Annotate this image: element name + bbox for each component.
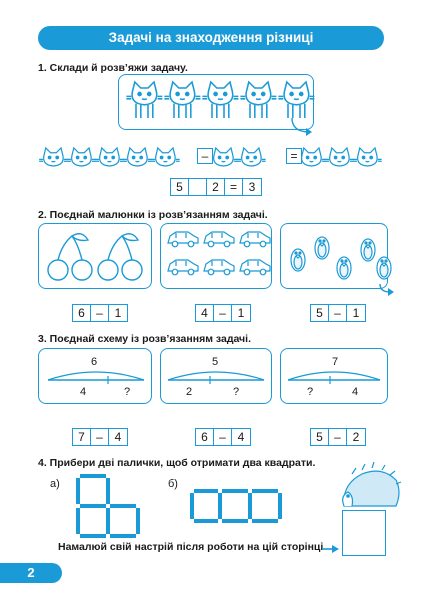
task3-option-3[interactable] bbox=[310, 428, 366, 446]
answer-cell: 5 bbox=[171, 179, 189, 195]
cherry-icon bbox=[46, 230, 146, 284]
operator: – bbox=[91, 305, 109, 321]
scheme-left: ? bbox=[307, 386, 314, 398]
sticks-figure-a[interactable] bbox=[70, 472, 150, 542]
scheme-right: ? bbox=[124, 386, 131, 398]
operand: 5 bbox=[311, 429, 329, 445]
scheme-total: 6 bbox=[91, 356, 98, 368]
answer-cell: 3 bbox=[248, 180, 256, 194]
task3-option-1[interactable] bbox=[72, 428, 128, 446]
operator: – bbox=[91, 429, 109, 445]
answer-cell: 2 bbox=[207, 179, 225, 195]
operand: 4 bbox=[196, 305, 214, 321]
arrow-icon bbox=[322, 544, 340, 554]
operator: – bbox=[329, 305, 347, 321]
task2-option-2[interactable] bbox=[195, 304, 251, 322]
operand: 1 bbox=[114, 306, 122, 320]
operand: 5 bbox=[311, 305, 329, 321]
scheme-right: 4 bbox=[352, 386, 359, 398]
answer-cell: = bbox=[225, 179, 243, 195]
mood-drawing-box[interactable] bbox=[342, 510, 386, 556]
operand: 6 bbox=[73, 305, 91, 321]
hedgehog-icon bbox=[338, 466, 402, 512]
sticks-figure-b[interactable] bbox=[186, 487, 286, 527]
task4-heading: 4. Прибери дві палички, щоб отримати два квадрати. bbox=[38, 457, 316, 469]
task3-heading: 3. Поєднай схему із розв’язанням задачі. bbox=[38, 333, 251, 345]
task1-answer[interactable] bbox=[170, 178, 262, 196]
label-a: а) bbox=[50, 478, 60, 490]
minus-sign: – bbox=[197, 148, 213, 164]
scheme-line bbox=[286, 366, 382, 386]
operand: 4 bbox=[114, 430, 122, 444]
scheme-line bbox=[166, 366, 266, 386]
arrow-icon bbox=[378, 284, 398, 300]
operator: – bbox=[214, 305, 232, 321]
equals-sign: = bbox=[286, 148, 302, 164]
scheme-left: 2 bbox=[186, 386, 193, 398]
scheme-total: 7 bbox=[332, 356, 339, 368]
scheme-line bbox=[46, 366, 146, 386]
task2-option-1[interactable] bbox=[72, 304, 128, 322]
answer-cell-empty[interactable] bbox=[189, 179, 207, 195]
scheme-right: ? bbox=[233, 386, 240, 398]
mood-prompt: Намалюй свій настрій після роботи на цій сторінці bbox=[58, 541, 324, 553]
label-b: б) bbox=[168, 478, 178, 490]
penguin-icon bbox=[284, 228, 392, 284]
operand: 1 bbox=[237, 306, 245, 320]
operand: 6 bbox=[196, 429, 214, 445]
operand: 2 bbox=[352, 430, 360, 444]
operand: 4 bbox=[237, 430, 245, 444]
task2-option-3[interactable] bbox=[310, 304, 366, 322]
task3-option-2[interactable] bbox=[195, 428, 251, 446]
car-icon bbox=[166, 229, 272, 279]
operator: – bbox=[214, 429, 232, 445]
operand: 1 bbox=[352, 306, 360, 320]
scheme-left: 4 bbox=[80, 386, 87, 398]
task2-heading: 2. Поєднай малюнки із розв’язанням задачі. bbox=[38, 209, 268, 221]
scheme-total: 5 bbox=[212, 356, 219, 368]
operator: – bbox=[329, 429, 347, 445]
page-number: 2 bbox=[0, 563, 62, 583]
arrow-icon bbox=[290, 118, 320, 138]
page-title: Задачі на знаходження різниці bbox=[38, 26, 384, 50]
task1-heading: 1. Склади й розв’яжи задачу. bbox=[38, 62, 188, 74]
task1-frame-cats bbox=[122, 78, 312, 128]
operand: 7 bbox=[73, 429, 91, 445]
